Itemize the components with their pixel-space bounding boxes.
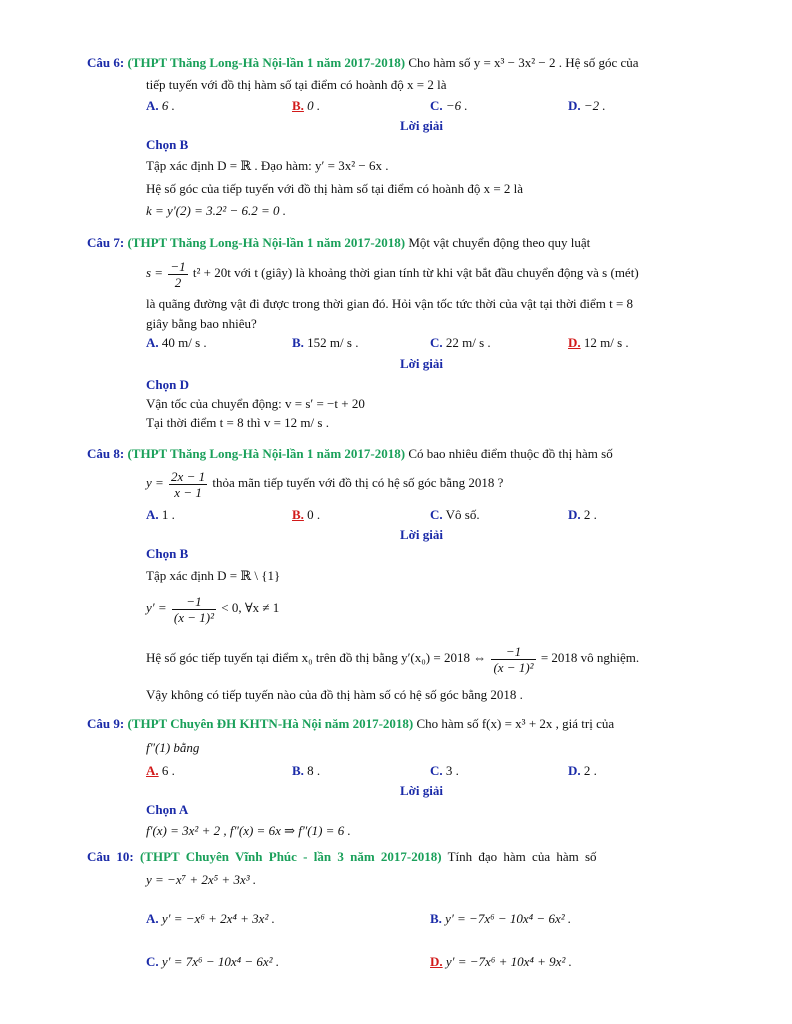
q7-option-d[interactable]: D. 12 m/ s . [568,335,629,350]
q6-stem-line1 [87,55,639,71]
q7-solution-heading: Lời giải [400,356,443,371]
q6-source: (THPT Thăng Long-Hà Nội-lần 1 năm 2017-2018) [127,55,406,70]
q8-option-b[interactable]: B. 0 . [292,507,321,522]
q7-source: (THPT Thăng Long-Hà Nội-lần 1 năm 2017-2018) [127,235,406,250]
q8-stem-line2: y = $\frac{2x - 1}{x - 1}$ thỏa mãn tiếp tuyến với đồ thị có hệ số góc bằng 2018 ? [146,468,504,500]
q8-option-c[interactable]: C. Vô số. [430,507,480,522]
q10-option-b[interactable]: B. y′ = −7x⁶ − 10x⁴ − 6x² . [430,911,572,926]
q9-option-c[interactable]: C. 3 . [430,763,459,778]
q7-option-c[interactable]: C. 22 m/ s . [430,335,491,350]
q10-option-a[interactable]: A. y′ = −x⁶ + 2x⁴ + 3x² . [146,911,275,926]
q9-source: (THPT Chuyên ĐH KHTN-Hà Nội năm 2017-2018) [127,716,414,731]
q10-stem-line1 [87,849,597,865]
q8-chosen: Chọn B [146,546,189,561]
q10-source: (THPT Chuyên Vĩnh Phúc - lần 3 năm 2017-2018) [139,849,442,864]
q9-chosen: Chọn A [146,802,189,817]
q8-solution-heading: Lời giải [400,527,443,542]
q9-text: Cho hàm số f(x) = x³ + 2x , giá trị của [416,716,615,731]
q7-solution-line1: Vận tốc của chuyển động: v = s′ = −t + 20 [146,396,365,411]
q7-stem-line4: giây bằng bao nhiêu? [146,316,257,331]
q6-number: Câu 6: [87,55,125,70]
q8-fraction: $\frac{2x - 1}{x - 1}$ [171,468,206,500]
q9-option-b[interactable]: B. 8 . [292,763,321,778]
q6-chosen: Chọn B [146,137,189,152]
q6-option-c[interactable]: C. −6 . [430,98,468,113]
q8-number: Câu 8: [87,446,125,461]
q10-option-c[interactable]: C. y′ = 7x⁶ − 10x⁴ − 6x² . [146,954,280,969]
q8-stem-line1 [87,446,613,462]
q8-solution-conclusion: Vậy không có tiếp tuyến nào của đồ thị hàm số có hệ số góc bằng 2018 . [146,687,523,702]
q7-number: Câu 7: [87,235,125,250]
q6-option-a[interactable]: A. 6 . [146,98,175,113]
q8-derivative-fraction: $\frac{-1}{\text{(x − 1)²}}$ [173,593,214,625]
q9-number: Câu 9: [87,716,125,731]
q10-option-d[interactable]: D. y′ = −7x⁶ + 10x⁴ + 9x² . [430,954,572,969]
q10-stem-line2: y = −x⁷ + 2x⁵ + 3x³ . [146,872,257,887]
q8-option-a[interactable]: A. 1 . [146,507,175,522]
q7-option-b[interactable]: B. 152 m/ s . [292,335,359,350]
q7-text: Một vật chuyển động theo quy luật [408,235,591,250]
q7-stem-line1 [87,235,590,251]
q7-solution-line2: Tại thời điểm t = 8 thì v = 12 m/ s . [146,415,329,430]
q7-chosen: Chọn D [146,377,189,392]
q8-solution-line1: Tập xác định D = ℝ \ {1} [146,568,281,583]
q8-source: (THPT Thăng Long-Hà Nội-lần 1 năm 2017-2018) [127,446,406,461]
q6-text: Cho hàm số y = x³ − 3x² − 2 . Hệ số góc của [408,55,639,70]
q9-stem-line2: f″(1) bằng [146,740,200,755]
q6-solution-line3: k = y′(2) = 3.2² − 6.2 = 0 . [146,203,287,218]
q7-fraction: $\frac{-1}{2}$ [170,258,186,290]
q9-option-d[interactable]: D. 2 . [568,763,597,778]
q9-solution-heading: Lời giải [400,783,443,798]
q8-solution-slope: Hệ số góc tiếp tuyến tại điểm x₀ trên đồ thị bằng y′(x₀) = 2018 ⇔ $\frac{-1}{\text{(x − 1)²}}$ = 2018 vô nghiệm. [146,643,640,675]
q6-solution-line2: Hệ số góc của tiếp tuyến với đồ thị hàm số tại điểm có hoành độ x = 2 là [146,181,524,196]
q6-option-d[interactable]: D. −2 . [568,98,606,113]
q7-stem-line3: là quãng đường vật đi được trong thời gian đó. Hỏi vận tốc tức thời của vật tại thời điểm t = 8 [146,296,634,311]
q8-solution-derivative: y′ = $\frac{-1}{\text{(x − 1)²}}$ < 0, ∀x ≠ 1 [146,593,280,625]
q9-stem-line1 [87,716,614,732]
q6-option-b[interactable]: B. 0 . [292,98,321,113]
q7-stem-line2: s = $\frac{-1}{2}$ t² + 20t với t (giây) là khoảng thời gian tính từ khi vật bắt đầu chuyển động và s (mét) [146,258,639,290]
q9-solution-line1: f′(x) = 3x² + 2 , f″(x) = 6x ⇒ f″(1) = 6 . [146,823,351,838]
q6-solution-line1: Tập xác định D = ℝ . Đạo hàm: y′ = 3x² − 6x . [146,158,389,173]
q10-number: Câu 10: [87,849,134,864]
q6-solution-heading: Lời giải [400,118,443,133]
q9-option-a[interactable]: A. 6 . [146,763,175,778]
q8-option-d[interactable]: D. 2 . [568,507,597,522]
q6-stem-line2: tiếp tuyến với đồ thị hàm số tại điểm có hoành độ x = 2 là [146,77,447,92]
q8-slope-fraction: $\frac{-1}{\text{(x − 1)²}}$ [493,643,534,675]
q10-text: Tính đạo hàm của hàm số [447,849,597,864]
q7-option-a[interactable]: A. 40 m/ s . [146,335,207,350]
q8-text: Có bao nhiêu điểm thuộc đồ thị hàm số [408,446,613,461]
